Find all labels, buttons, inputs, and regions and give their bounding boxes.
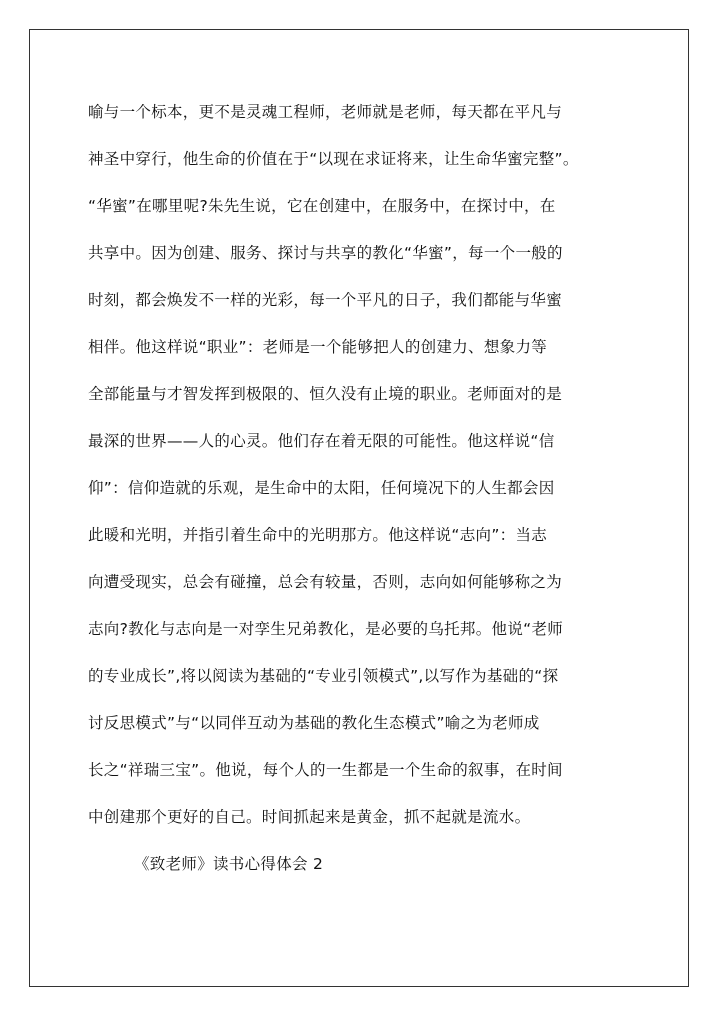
text-line: “华蜜”在哪里呢?朱先生说，它在创建中，在服务中，在探讨中，在 xyxy=(88,197,556,215)
text-line: 向遭受现实，总会有碰撞，总会有较量，否则，志向如何能够称之为 xyxy=(88,573,563,591)
text-line: 相伴。他这样说“职业”：老师是一个能够把人的创建力、想象力等 xyxy=(88,338,548,356)
text-line: 共享中。因为创建、服务、探讨与共享的教化“华蜜”，每一个一般的 xyxy=(88,244,563,262)
text-line: 喻与一个标本，更不是灵魂工程师，老师就是老师，每天都在平凡与 xyxy=(88,103,563,121)
page-frame xyxy=(29,29,689,987)
text-line: 仰”：信仰造就的乐观，是生命中的太阳，任何境况下的人生都会因 xyxy=(88,479,555,497)
text-line: 志向?教化与志向是一对孪生兄弟教化，是必要的乌托邦。他说“老师 xyxy=(88,620,564,638)
text-line: 的专业成长”,将以阅读为基础的“专业引领模式”,以写作为基础的“探 xyxy=(88,667,559,685)
text-line: 神圣中穿行，他生命的价值在于“以现在求证将来，让生命华蜜完整”。 xyxy=(88,150,579,168)
text-line: 中创建那个更好的自己。时间抓起来是黄金，抓不起就是流水。 xyxy=(88,808,531,826)
text-line: 时刻，都会焕发不一样的光彩，每一个平凡的日子，我们都能与华蜜 xyxy=(88,291,563,309)
text-line: 长之“祥瑞三宝”。他说，每个人的一生都是一个生命的叙事，在时间 xyxy=(88,761,563,779)
text-line: 此暖和光明，并指引着生命中的光明那方。他这样说“志向”：当志 xyxy=(88,526,548,544)
section-heading: 《致老师》读书心得体会 2 xyxy=(134,855,324,873)
text-line: 讨反思模式”与“以同伴互动为基础的教化生态模式”喻之为老师成 xyxy=(88,714,540,732)
text-line: 最深的世界——人的心灵。他们存在着无限的可能性。他这样说“信 xyxy=(88,432,555,450)
text-line: 全部能量与才智发挥到极限的、恒久没有止境的职业。老师面对的是 xyxy=(88,385,563,403)
